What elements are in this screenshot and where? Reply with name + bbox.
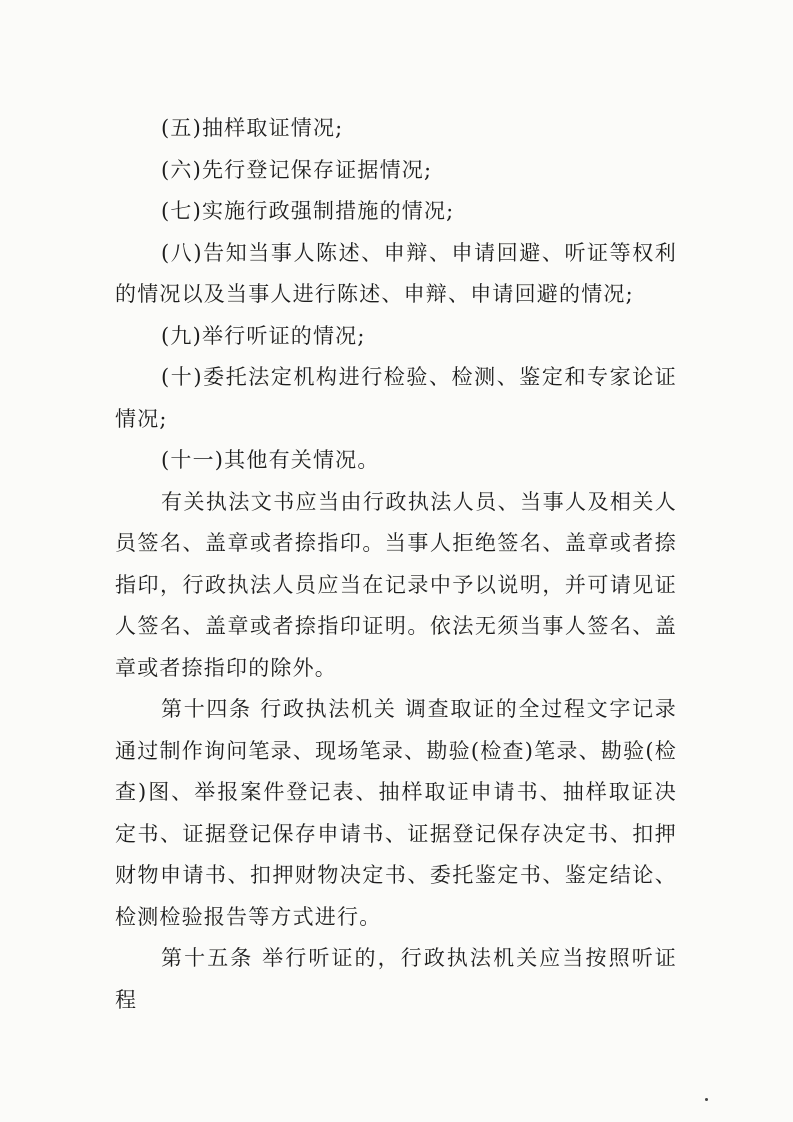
paragraph-item-9: (九)举行听证的情况; [161, 323, 366, 348]
paragraph-item-10: (十)委托法定机构进行检验、检测、鉴定和专家论证情况; [115, 365, 677, 431]
paragraph-item-11: (十一)其他有关情况。 [161, 448, 380, 472]
scan-speck [705, 1098, 708, 1101]
document-body [115, 108, 677, 1021]
paragraph-article-14: 第十四条 行政执法机关 调查取证的全过程文字记录通过制作询问笔录、现场笔录、勘验(检查)笔录、勘验(检查)图、举报案件登记表、抽样取证申请书、抽样取证决定书、证据登记保存申请书、证据登记保存决定书、扣押财物申请书、扣押财物决定书、委托鉴定书、鉴定结论、检测检验报告等方式进行。 [115, 697, 677, 929]
paragraph-item-7: (七)实施行政强制措施的情况; [161, 199, 455, 223]
paragraph-item-8: (八)告知当事人陈述、申辩、申请回避、听证等权利的情况以及当事人进行陈述、申辩、申请回避的情况; [115, 240, 677, 306]
paragraph-item-6: (六)先行登记保存证据情况; [161, 157, 433, 182]
paragraph-item-5: (五)抽样取证情况; [161, 116, 344, 140]
paragraph-signature-rules: 有关执法文书应当由行政执法人员、当事人及相关人员签名、盖章或者捺指印。当事人拒绝签名、盖章或者捺指印，行政执法人员应当在记录中予以说明，并可请见证人签名、盖章或者捺指印证明。依法无须当事人签名、盖章或者捺指印的除外。 [115, 489, 677, 680]
paragraph-article-15: 第十五条 举行听证的，行政执法机关应当按照听证程 [115, 946, 677, 1012]
